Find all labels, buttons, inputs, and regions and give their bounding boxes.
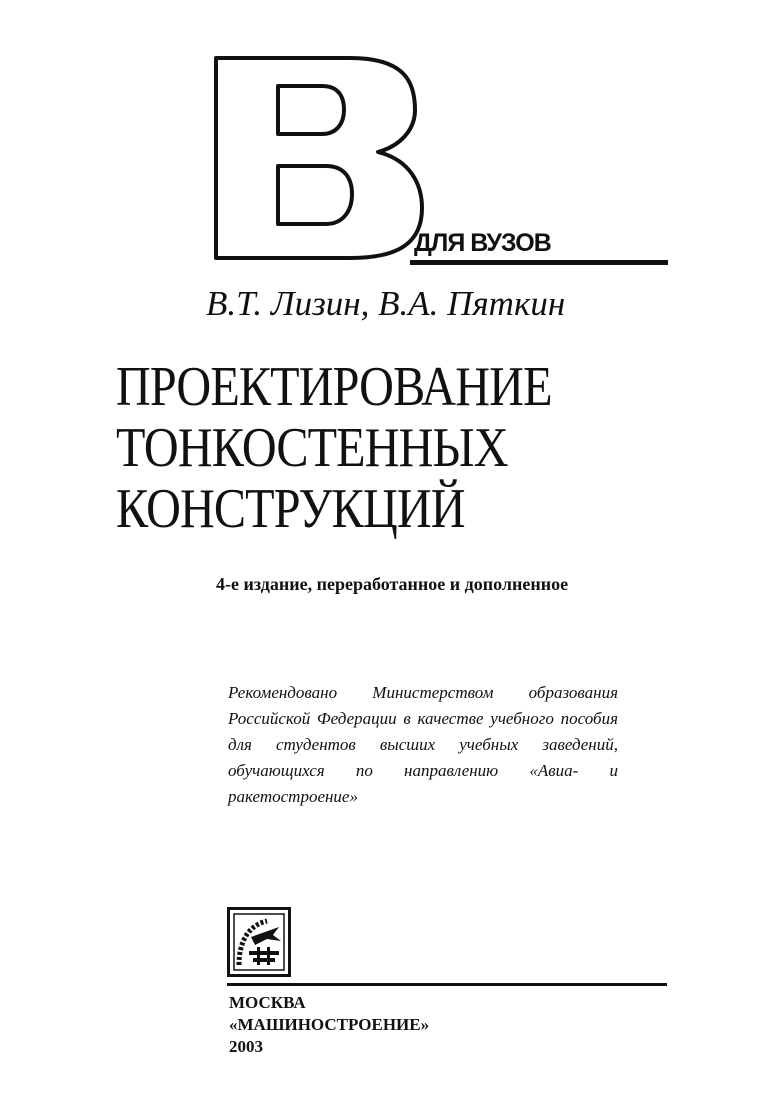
recommendation-text: Рекомендовано Министерством образования Российской Федерации в качестве учебного пособия для студентов высших учебных заведений, обучающихся по направлению «Авиа- и ракетостроение» xyxy=(228,683,618,806)
title-line-1: ПРОЕКТИРОВАНИЕ xyxy=(116,356,552,418)
authors: В.Т. Лизин, В.А. Пяткин xyxy=(206,284,566,323)
publication-year: 2003 xyxy=(229,1037,263,1056)
publisher-name: «МАШИНОСТРОЕНИЕ» xyxy=(229,1015,430,1034)
series-letter-counter-top xyxy=(278,86,344,134)
series-underline xyxy=(410,260,668,265)
title-line-2: ТОНКОСТЕННЫХ xyxy=(116,417,508,479)
title-line-3: КОНСТРУКЦИЙ xyxy=(116,478,465,540)
footer-rule xyxy=(227,983,667,986)
book-title xyxy=(116,357,598,540)
publisher-city: МОСКВА xyxy=(229,993,306,1012)
series-label: ДЛЯ ВУЗОВ xyxy=(414,229,551,257)
edition-note: 4-е издание, переработанное и дополненное xyxy=(216,574,569,594)
series-letter-counter-bottom xyxy=(278,166,352,224)
publisher-emblem-icon xyxy=(227,907,291,977)
